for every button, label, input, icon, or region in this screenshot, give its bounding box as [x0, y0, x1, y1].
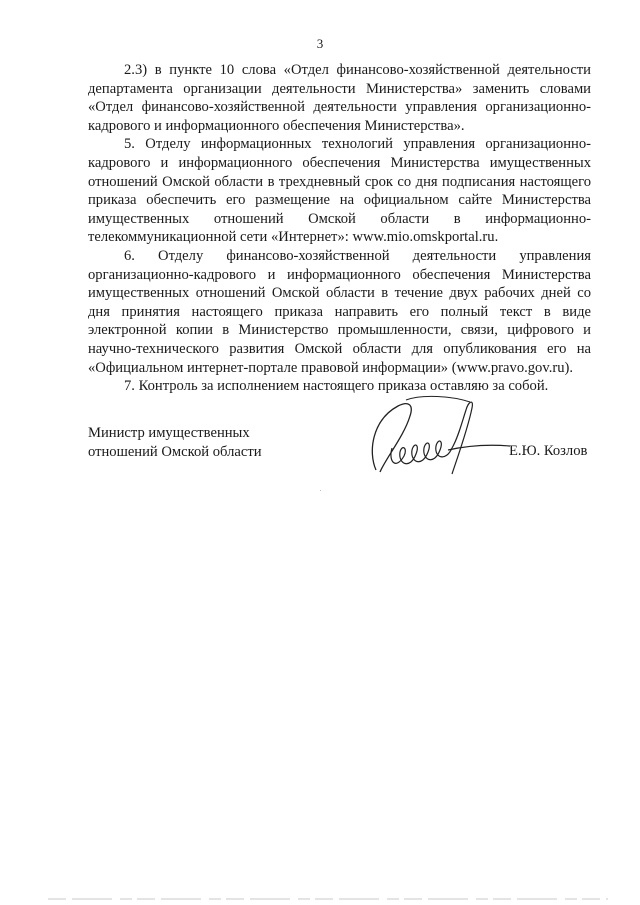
scan-speck	[320, 490, 321, 491]
signatory-name: Е.Ю. Козлов	[509, 443, 588, 459]
handwritten-signature	[362, 392, 522, 482]
document-body	[88, 61, 591, 396]
signatory-title-line-2: отношений Омской области	[88, 443, 262, 460]
page-number: 3	[316, 36, 324, 51]
paragraph-7: 7. Контроль за исполнением настоящего приказа оставляю за собой.	[124, 378, 549, 395]
paragraph-6: 6. Отделу финансово-хозяйственной деятельности управления организационно-кадрового и информационного обеспечения Министерства имущественных отношений Омской области в течение двух рабочих дней со дня принятия настоящего приказа направить его полный текст в виде электронной копии в Министерство промышленности, связи, цифрового и научно-технического развития Омской области для опубликования его на «Официальном интернет-портале правовой информации» (www.pravo.gov.ru).	[88, 247, 591, 376]
signatory-title-line-1: Министр имущественных	[88, 425, 250, 441]
paragraph-5: 5. Отделу информационных технологий управления организационно-кадрового и информационного обеспечения Министерства имущественных отношений Омской области в трехдневный срок со дня подписания настоящего приказа обеспечить его размещение на официальном сайте Министерства имущественных отношений Омской области в информационно-телекоммуникационной сети «Интернет»: www.mio.omskportal.ru.	[88, 136, 591, 246]
paragraph-2-3: 2.3) в пункте 10 слова «Отдел финансово-хозяйственной деятельности департамента организации деятельности Министерства» заменить словами «Отдел финансово-хозяйственной деятельности управления организационно-кадрового и информационного обеспечения Министерства».	[88, 62, 591, 134]
signatory-title	[88, 424, 262, 461]
bottom-scan-edge	[48, 898, 608, 900]
